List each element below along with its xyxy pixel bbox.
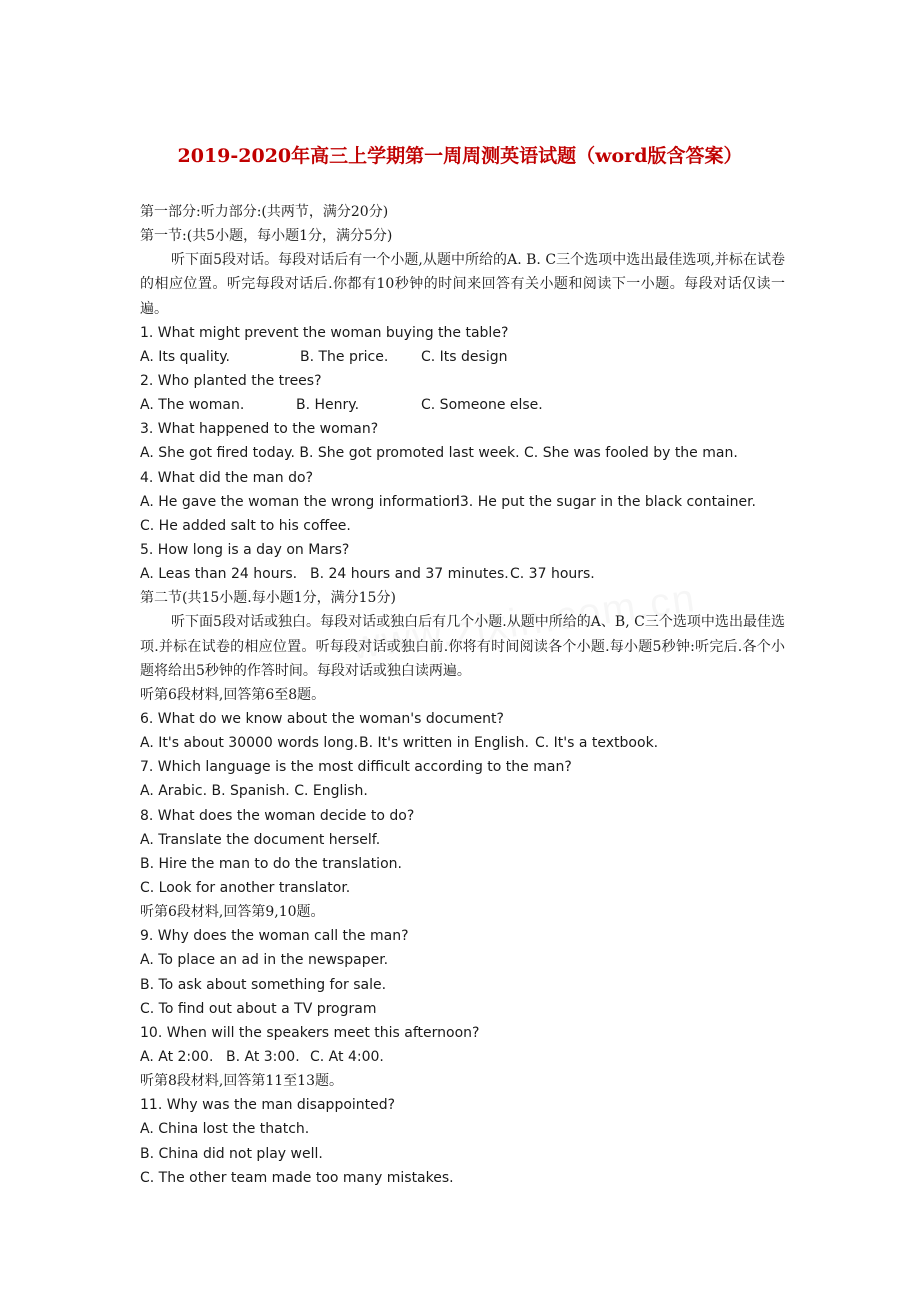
section1-heading: 第一节:(共5小题，每小题1分，满分5分)	[140, 228, 393, 245]
question-stem: 5. How long is a day on Mars?	[140, 542, 350, 559]
question-options	[140, 731, 785, 755]
question-stem: 4. What did the man do?	[140, 469, 314, 486]
question-stem: 11. Why was the man disappointed?	[140, 1097, 396, 1114]
option-a: A. It's about 30000 words long.	[140, 735, 359, 752]
question-stem: 1. What might prevent the woman buying the table?	[140, 324, 509, 341]
option-b: B. At 3:00.	[226, 1049, 300, 1066]
option-a: A. China lost the thatch.	[140, 1121, 310, 1138]
option-b: B. To ask about something for sale.	[140, 976, 387, 993]
exam-body	[140, 200, 785, 1190]
option-a: A. He gave the woman the wrong information	[140, 493, 460, 510]
section2-heading: 第二节(共15小题.每小题1分，满分15分)	[140, 590, 396, 607]
option-a: A. The woman.	[140, 397, 245, 414]
page-title: 2019-2020年高三上学期第一周周测英语试题（word版含答案）	[177, 145, 743, 167]
question-stem: 8. What does the woman decide to do?	[140, 807, 415, 824]
question-stem: 6. What do we know about the woman's document?	[140, 711, 504, 728]
option-c: C. To find out about a TV program	[140, 1000, 377, 1017]
option-c: C. Its design	[421, 348, 508, 365]
option-b: l3. He put the sugar in the black container.	[456, 493, 757, 510]
question-stem: 9. Why does the woman call the man?	[140, 928, 409, 945]
option-a: A. Translate the document herself.	[140, 831, 381, 848]
option-c: C. The other team made too many mistakes.	[140, 1169, 454, 1186]
part1-heading: 第一部分:听力部分:(共两节，满分20分)	[140, 204, 389, 220]
question-options	[140, 1045, 785, 1069]
option-c: C. He added salt to his coffee.	[140, 517, 351, 534]
question-options	[140, 393, 785, 417]
option-b: B. It's written in English.	[359, 735, 529, 752]
question-options	[140, 345, 785, 369]
option-b: B. The price.	[300, 348, 389, 365]
option-c: C. Someone else.	[421, 397, 543, 414]
option-b: B. Henry.	[296, 397, 360, 414]
option-b: B. 24 hours and 37 minutes.	[310, 566, 509, 583]
question-stem: 3. What happened to the woman?	[140, 421, 379, 438]
question-stem: 10. When will the speakers meet this afternoon?	[140, 1024, 480, 1041]
question-options	[140, 490, 785, 514]
section1-instructions: 听下面5段对话。每段对话后有一个小题,从题中所给的A. B. C三个选项中选出最佳选项,并标在试卷的相应位置。听完每段对话后.你都有10秒钟的时间来回答有关小题和阅读下一小题。每段对话仅读一遍。	[140, 252, 785, 317]
material-heading: 听第8段材料,回答第11至13题。	[140, 1073, 343, 1090]
option-a: A. To place an ad in the newspaper.	[140, 952, 389, 969]
option-c: C. 37 hours.	[510, 566, 595, 583]
option-a: A. At 2:00.	[140, 1049, 214, 1066]
question-options: A. Arabic. B. Spanish. C. English.	[140, 783, 368, 800]
question-options	[140, 562, 785, 586]
option-b: B. Hire the man to do the translation.	[140, 855, 402, 872]
option-b: B. China did not play well.	[140, 1145, 323, 1162]
option-c: C. It's a textbook.	[535, 735, 659, 752]
question-stem: 2. Who planted the trees?	[140, 373, 322, 390]
section2-instructions: 听下面5段对话或独白。每段对话或独白后有几个小题.从题中所给的A、B, C三个选项中选出最佳选项.并标在试卷的相应位置。听每段对话或独白前.你将有时间阅读各个小题.每小题5秒钟:听完后.各个小题将给出5秒钟的作答时间。每段对话或独白读两遍。	[140, 614, 785, 679]
question-stem: 7. Which language is the most difficult according to the man?	[140, 759, 572, 776]
material-heading: 听第6段材料,回答第6至8题。	[140, 686, 326, 703]
question-options: A. She got fired today. B. She got promoted last week. C. She was fooled by the man.	[140, 445, 738, 462]
material-heading: 听第6段材料,回答第9,10题。	[140, 904, 325, 921]
option-c: C. Look for another translator.	[140, 880, 351, 897]
option-a: A. Leas than 24 hours.	[140, 566, 298, 583]
option-a: A. Its quality.	[140, 348, 230, 365]
option-c: C. At 4:00.	[310, 1049, 384, 1066]
